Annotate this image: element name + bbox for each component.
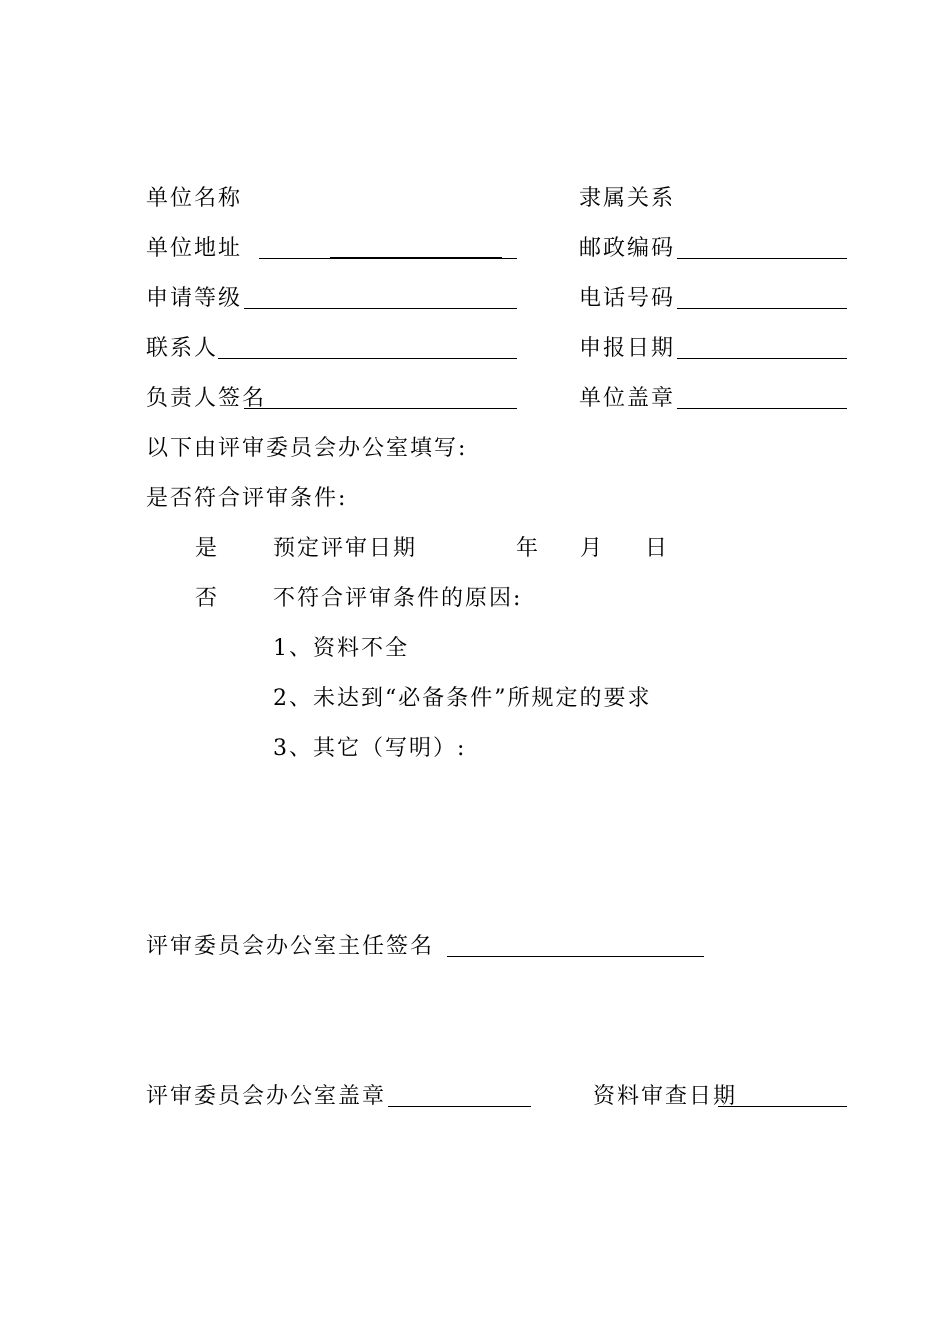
unit-address-field-overline — [330, 257, 502, 259]
affiliation-label: 隶属关系 — [579, 186, 676, 211]
contact-label: 联系人 — [146, 336, 219, 361]
review-date-label — [593, 1084, 737, 1110]
eligibility-question: 是否符合评审条件: — [146, 486, 348, 511]
year-label: 年 — [516, 536, 541, 561]
responsible-sign-text: 负责人签 — [146, 386, 243, 411]
reason-label: 不符合评审条件的原因: — [273, 586, 523, 611]
unit-address-label: 单位地址 — [146, 236, 243, 261]
director-sign-field[interactable] — [447, 956, 704, 957]
office-intro: 以下由评审委员会办公室填写: — [146, 436, 468, 461]
phone-field[interactable] — [677, 308, 847, 309]
month-label: 月 — [580, 536, 605, 561]
responsible-sign-underlined-text: 名 — [242, 386, 267, 411]
apply-level-label: 申请等级 — [146, 286, 243, 311]
director-sign-label: 评审委员会办公室主任签名 — [146, 934, 435, 959]
report-date-field[interactable] — [677, 358, 847, 359]
report-date-label: 申报日期 — [579, 336, 676, 361]
review-date-underlined-text: 期 — [713, 1084, 738, 1109]
review-date-text: 资料审查日 — [593, 1084, 714, 1109]
phone-label: 电话号码 — [579, 286, 676, 311]
day-label: 日 — [645, 536, 670, 561]
office-seal-label: 评审委员会办公室盖章 — [146, 1084, 387, 1109]
postal-code-field[interactable] — [677, 258, 847, 259]
no-option[interactable]: 否 — [195, 586, 220, 611]
reason-item: 2、未达到“必备条件”所规定的要求 — [273, 686, 652, 711]
apply-level-field[interactable] — [244, 308, 517, 309]
office-seal-field[interactable] — [388, 1106, 531, 1107]
contact-field[interactable] — [218, 358, 517, 359]
review-date-field[interactable] — [718, 1106, 847, 1107]
responsible-sign-field[interactable] — [244, 408, 517, 409]
unit-seal-label: 单位盖章 — [579, 386, 676, 411]
unit-seal-field[interactable] — [677, 408, 847, 409]
reason-item: 1、资料不全 — [273, 636, 409, 661]
scheduled-date-label: 预定评审日期 — [273, 536, 418, 561]
yes-option[interactable]: 是 — [195, 536, 220, 561]
reason-item: 3、其它（写明）: — [273, 736, 467, 761]
postal-code-label: 邮政编码 — [579, 236, 676, 261]
unit-name-label: 单位名称 — [146, 186, 243, 211]
